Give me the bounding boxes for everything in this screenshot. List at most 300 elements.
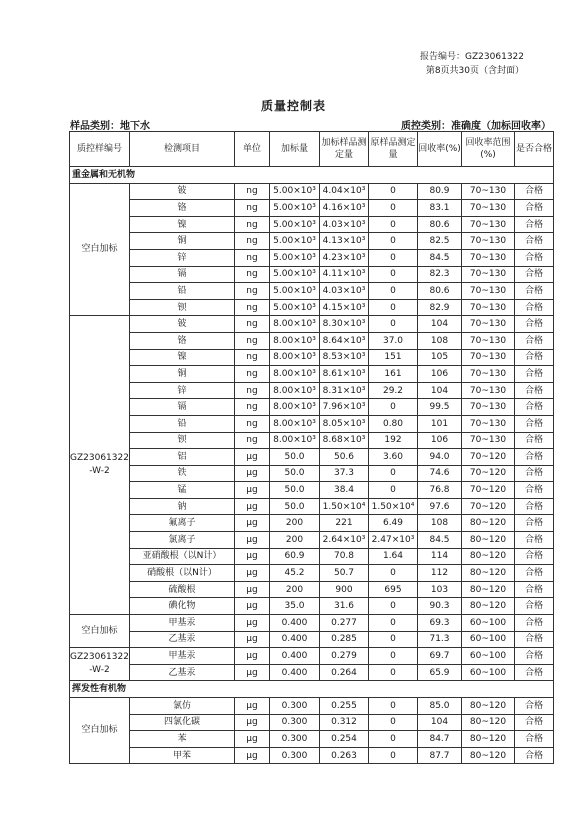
table-cell: 5.00×10³	[270, 249, 320, 266]
table-cell: 5.00×10³	[270, 183, 320, 200]
table-cell: 80.9	[418, 183, 462, 200]
qc-sample-id: GZ23061322 -W-2	[70, 648, 130, 681]
section-title: 挥发性有机物	[70, 681, 554, 698]
table-cell: 8.30×10³	[320, 316, 369, 333]
table-cell: 4.03×10³	[320, 216, 369, 233]
table-cell: 70~120	[462, 482, 515, 499]
table-cell: 70~130	[462, 283, 515, 300]
table-cell: 合格	[515, 581, 554, 598]
table-cell: μg	[235, 498, 270, 515]
table-cell: 80~120	[462, 515, 515, 532]
table-cell: ng	[235, 216, 270, 233]
table-cell: μg	[235, 714, 270, 731]
table-cell: 80~120	[462, 698, 515, 715]
table-cell: 4.03×10³	[320, 283, 369, 300]
table-cell: 0.300	[270, 698, 320, 715]
table-cell: 0.400	[270, 664, 320, 681]
table-cell: 合格	[515, 316, 554, 333]
table-cell: 8.61×10³	[320, 366, 369, 383]
table-cell: 80.6	[418, 283, 462, 300]
table-cell: 铝	[130, 449, 235, 466]
table-cell: 甲苯	[130, 747, 235, 764]
table-cell: 氟离子	[130, 515, 235, 532]
table-cell: 铅	[130, 415, 235, 432]
column-header: 是否合格	[515, 132, 554, 167]
table-cell: 0	[369, 664, 418, 681]
table-row	[70, 631, 554, 648]
table-cell: 60~100	[462, 664, 515, 681]
table-row	[70, 565, 554, 582]
table-cell: ng	[235, 382, 270, 399]
table-cell: 镍	[130, 349, 235, 366]
table-cell: 87.7	[418, 747, 462, 764]
table-cell: 8.00×10³	[270, 399, 320, 416]
table-cell: 84.5	[418, 532, 462, 549]
table-cell: 铬	[130, 200, 235, 217]
table-cell: 硫酸根	[130, 581, 235, 598]
table-cell: 合格	[515, 565, 554, 582]
table-cell: 4.16×10³	[320, 200, 369, 217]
table-cell: 70~130	[462, 415, 515, 432]
table-cell: 60.9	[270, 548, 320, 565]
table-cell: 900	[320, 581, 369, 598]
table-cell: 乙基汞	[130, 664, 235, 681]
table-cell: 镉	[130, 399, 235, 416]
column-header: 质控样编号	[70, 132, 130, 167]
table-cell: 1.64	[369, 548, 418, 565]
table-cell: 四氯化碳	[130, 714, 235, 731]
column-header: 单位	[235, 132, 270, 167]
table-cell: 70~130	[462, 299, 515, 316]
table-row	[70, 332, 554, 349]
table-cell: 80~120	[462, 548, 515, 565]
table-cell: 94.0	[418, 449, 462, 466]
table-cell: 0	[369, 283, 418, 300]
table-cell: 69.3	[418, 615, 462, 632]
table-cell: 1.50×10⁴	[320, 498, 369, 515]
table-cell: 合格	[515, 498, 554, 515]
table-cell: 合格	[515, 266, 554, 283]
table-cell: 84.5	[418, 249, 462, 266]
page-title: 质量控制表	[260, 99, 326, 113]
table-cell: ng	[235, 183, 270, 200]
table-cell: 50.0	[270, 482, 320, 499]
table-row	[70, 200, 554, 217]
table-cell: 0	[369, 249, 418, 266]
table-cell: 70~130	[462, 316, 515, 333]
table-cell: 151	[369, 349, 418, 366]
table-cell: 0	[369, 565, 418, 582]
table-cell: 4.04×10³	[320, 183, 369, 200]
table-cell: 4.15×10³	[320, 299, 369, 316]
section-header-row	[70, 167, 554, 184]
table-cell: 99.5	[418, 399, 462, 416]
table-cell: 合格	[515, 598, 554, 615]
table-cell: 80~120	[462, 714, 515, 731]
table-cell: 106	[418, 366, 462, 383]
table-cell: 5.00×10³	[270, 233, 320, 250]
table-row	[70, 449, 554, 466]
table-cell: 碘化物	[130, 598, 235, 615]
table-cell: 90.3	[418, 598, 462, 615]
table-cell: μg	[235, 532, 270, 549]
table-cell: 3.60	[369, 449, 418, 466]
table-cell: 8.00×10³	[270, 332, 320, 349]
table-cell: μg	[235, 664, 270, 681]
table-cell: 105	[418, 349, 462, 366]
table-cell: 0	[369, 698, 418, 715]
table-cell: 74.6	[418, 465, 462, 482]
table-cell: 5.00×10³	[270, 283, 320, 300]
table-cell: 镍	[130, 216, 235, 233]
table-row	[70, 714, 554, 731]
table-cell: 0	[369, 631, 418, 648]
page-info: 第8页共30页（含封面）	[425, 66, 524, 76]
table-cell: 0	[369, 714, 418, 731]
table-cell: 合格	[515, 465, 554, 482]
table-cell: 38.4	[320, 482, 369, 499]
table-cell: 161	[369, 366, 418, 383]
table-cell: 37.0	[369, 332, 418, 349]
table-cell: 104	[418, 316, 462, 333]
table-cell: 0	[369, 482, 418, 499]
table-row	[70, 747, 554, 764]
table-cell: 70~130	[462, 266, 515, 283]
table-cell: 6.49	[369, 515, 418, 532]
table-cell: 1.50×10⁴	[369, 498, 418, 515]
table-cell: 0.300	[270, 731, 320, 748]
table-cell: 200	[270, 581, 320, 598]
table-cell: 0	[369, 747, 418, 764]
table-cell: 铍	[130, 183, 235, 200]
table-cell: 镉	[130, 266, 235, 283]
table-cell: 108	[418, 332, 462, 349]
table-cell: 8.64×10³	[320, 332, 369, 349]
table-cell: 合格	[515, 299, 554, 316]
table-cell: 29.2	[369, 382, 418, 399]
sample-type-label: 样品类别：地下水	[70, 121, 150, 132]
table-cell: μg	[235, 631, 270, 648]
table-cell: μg	[235, 581, 270, 598]
table-cell: 80~120	[462, 581, 515, 598]
table-cell: 0.80	[369, 415, 418, 432]
table-cell: 0.255	[320, 698, 369, 715]
table-cell: 氯离子	[130, 532, 235, 549]
table-cell: 合格	[515, 747, 554, 764]
table-cell: 8.68×10³	[320, 432, 369, 449]
table-cell: ng	[235, 283, 270, 300]
table-cell: 合格	[515, 515, 554, 532]
table-cell: ng	[235, 432, 270, 449]
table-cell: 合格	[515, 366, 554, 383]
table-cell: 合格	[515, 349, 554, 366]
table-cell: 70~130	[462, 216, 515, 233]
table-row	[70, 399, 554, 416]
table-cell: 0.279	[320, 648, 369, 665]
table-cell: μg	[235, 565, 270, 582]
table-cell: 69.7	[418, 648, 462, 665]
column-header: 回收率(%)	[418, 132, 462, 167]
table-header-row	[70, 132, 554, 167]
table-cell: 0	[369, 731, 418, 748]
table-cell: 50.0	[270, 498, 320, 515]
table-row	[70, 349, 554, 366]
column-header: 加标样品测定量	[320, 132, 369, 167]
table-cell: 0.300	[270, 714, 320, 731]
table-cell: 0.285	[320, 631, 369, 648]
table-row	[70, 366, 554, 383]
table-cell: 85.0	[418, 698, 462, 715]
table-cell: μg	[235, 598, 270, 615]
table-cell: 0	[369, 648, 418, 665]
table-cell: 合格	[515, 332, 554, 349]
table-cell: 97.6	[418, 498, 462, 515]
table-cell: 合格	[515, 615, 554, 632]
table-cell: 76.8	[418, 482, 462, 499]
table-cell: 70~130	[462, 332, 515, 349]
table-cell: 合格	[515, 664, 554, 681]
table-cell: μg	[235, 465, 270, 482]
table-cell: 0	[369, 399, 418, 416]
table-cell: μg	[235, 747, 270, 764]
table-cell: 50.7	[320, 565, 369, 582]
table-cell: 合格	[515, 631, 554, 648]
table-cell: 0	[369, 233, 418, 250]
table-cell: μg	[235, 615, 270, 632]
table-cell: 8.53×10³	[320, 349, 369, 366]
table-cell: ng	[235, 349, 270, 366]
table-cell: 0.400	[270, 615, 320, 632]
qc-sample-id: 空白加标	[70, 698, 130, 764]
table-cell: 合格	[515, 548, 554, 565]
table-cell: 2.64×10³	[320, 532, 369, 549]
table-cell: 合格	[515, 233, 554, 250]
table-row	[70, 415, 554, 432]
table-cell: ng	[235, 366, 270, 383]
table-cell: 甲基汞	[130, 648, 235, 665]
table-cell: 8.00×10³	[270, 366, 320, 383]
table-body	[70, 167, 554, 764]
table-cell: 7.96×10³	[320, 399, 369, 416]
table-cell: 0	[369, 183, 418, 200]
table-cell: 锌	[130, 249, 235, 266]
table-row	[70, 266, 554, 283]
table-cell: 80~120	[462, 747, 515, 764]
column-header: 检测项目	[130, 132, 235, 167]
table-cell: 硝酸根（以N计）	[130, 565, 235, 582]
table-cell: 合格	[515, 183, 554, 200]
table-cell: 70~130	[462, 432, 515, 449]
table-cell: 合格	[515, 216, 554, 233]
table-cell: ng	[235, 200, 270, 217]
table-cell: 0.254	[320, 731, 369, 748]
table-cell: ng	[235, 332, 270, 349]
table-cell: ng	[235, 399, 270, 416]
table-cell: μg	[235, 731, 270, 748]
table-cell: 80~120	[462, 598, 515, 615]
table-row	[70, 465, 554, 482]
table-cell: 合格	[515, 532, 554, 549]
table-cell: 8.00×10³	[270, 382, 320, 399]
table-cell: 37.3	[320, 465, 369, 482]
table-row	[70, 183, 554, 200]
table-cell: 80.6	[418, 216, 462, 233]
table-cell: 221	[320, 515, 369, 532]
table-cell: 0.312	[320, 714, 369, 731]
table-cell: 108	[418, 515, 462, 532]
table-cell: 70~130	[462, 399, 515, 416]
table-cell: 钡	[130, 432, 235, 449]
report-number: 报告编号：GZ23061322	[420, 52, 524, 62]
qc-type-label: 质控类别：准确度（加标回收率）	[401, 121, 551, 132]
table-row	[70, 233, 554, 250]
table-cell: 60~100	[462, 631, 515, 648]
table-cell: μg	[235, 698, 270, 715]
table-row	[70, 615, 554, 632]
table-cell: 铜	[130, 233, 235, 250]
table-cell: 65.9	[418, 664, 462, 681]
table-cell: 80~120	[462, 532, 515, 549]
table-cell: ng	[235, 249, 270, 266]
table-cell: 83.1	[418, 200, 462, 217]
table-cell: 0.300	[270, 747, 320, 764]
table-cell: ng	[235, 316, 270, 333]
table-cell: 50.0	[270, 449, 320, 466]
table-cell: μg	[235, 482, 270, 499]
table-cell: 合格	[515, 714, 554, 731]
table-cell: 60~100	[462, 648, 515, 665]
table-cell: 112	[418, 565, 462, 582]
table-cell: 合格	[515, 731, 554, 748]
qc-sample-id: 空白加标	[70, 615, 130, 648]
table-cell: 192	[369, 432, 418, 449]
table-row	[70, 598, 554, 615]
table-row	[70, 648, 554, 665]
table-cell: 2.47×10³	[369, 532, 418, 549]
table-cell: 合格	[515, 382, 554, 399]
table-cell: 82.5	[418, 233, 462, 250]
table-row	[70, 216, 554, 233]
table-cell: 钡	[130, 299, 235, 316]
table-cell: 70~130	[462, 382, 515, 399]
table-cell: ng	[235, 415, 270, 432]
table-cell: μg	[235, 648, 270, 665]
table-cell: 0	[369, 266, 418, 283]
table-cell: 106	[418, 432, 462, 449]
table-cell: 0	[369, 465, 418, 482]
table-cell: 70.8	[320, 548, 369, 565]
table-row	[70, 664, 554, 681]
table-row	[70, 731, 554, 748]
table-cell: ng	[235, 266, 270, 283]
table-cell: 8.05×10³	[320, 415, 369, 432]
table-cell: 70~130	[462, 200, 515, 217]
table-cell: 695	[369, 581, 418, 598]
quality-control-table	[69, 131, 554, 764]
table-cell: 0	[369, 299, 418, 316]
table-cell: 锰	[130, 482, 235, 499]
table-cell: 4.13×10³	[320, 233, 369, 250]
table-cell: 0.264	[320, 664, 369, 681]
table-cell: 84.7	[418, 731, 462, 748]
table-row	[70, 432, 554, 449]
table-cell: 80~120	[462, 565, 515, 582]
table-cell: 0	[369, 598, 418, 615]
table-cell: 50.6	[320, 449, 369, 466]
table-cell: μg	[235, 515, 270, 532]
table-cell: 45.2	[270, 565, 320, 582]
table-cell: 101	[418, 415, 462, 432]
table-cell: 合格	[515, 415, 554, 432]
table-cell: 甲基汞	[130, 615, 235, 632]
table-cell: 铅	[130, 283, 235, 300]
section-title: 重金属和无机物	[70, 167, 554, 184]
table-cell: 合格	[515, 200, 554, 217]
column-header: 加标量	[270, 132, 320, 167]
table-cell: 8.31×10³	[320, 382, 369, 399]
table-cell: 31.6	[320, 598, 369, 615]
table-cell: 合格	[515, 648, 554, 665]
table-cell: ng	[235, 233, 270, 250]
table-cell: 铍	[130, 316, 235, 333]
table-row	[70, 532, 554, 549]
table-row	[70, 249, 554, 266]
table-row	[70, 299, 554, 316]
table-cell: 82.9	[418, 299, 462, 316]
table-cell: 5.00×10³	[270, 299, 320, 316]
table-cell: 70~130	[462, 233, 515, 250]
table-cell: 200	[270, 532, 320, 549]
table-cell: 114	[418, 548, 462, 565]
table-row	[70, 548, 554, 565]
table-cell: 103	[418, 581, 462, 598]
table-cell: 0.277	[320, 615, 369, 632]
table-cell: 50.0	[270, 465, 320, 482]
table-cell: 0	[369, 316, 418, 333]
qc-sample-id: GZ23061322 -W-2	[70, 316, 130, 615]
table-cell: 5.00×10³	[270, 200, 320, 217]
table-cell: 71.3	[418, 631, 462, 648]
table-cell: 合格	[515, 449, 554, 466]
table-cell: 60~100	[462, 615, 515, 632]
table-cell: 0	[369, 200, 418, 217]
table-cell: 200	[270, 515, 320, 532]
table-cell: 铬	[130, 332, 235, 349]
qc-sample-id: 空白加标	[70, 183, 130, 316]
table-cell: 70~130	[462, 249, 515, 266]
table-row	[70, 515, 554, 532]
table-cell: 0	[369, 615, 418, 632]
table-cell: μg	[235, 449, 270, 466]
table-cell: ng	[235, 299, 270, 316]
table-row	[70, 382, 554, 399]
table-cell: 铁	[130, 465, 235, 482]
table-cell: 70~130	[462, 183, 515, 200]
table-cell: 锌	[130, 382, 235, 399]
table-cell: 70~120	[462, 498, 515, 515]
table-cell: 合格	[515, 283, 554, 300]
table-cell: 4.11×10³	[320, 266, 369, 283]
table-row	[70, 316, 554, 333]
table-cell: 合格	[515, 482, 554, 499]
table-cell: 5.00×10³	[270, 266, 320, 283]
table-cell: 5.00×10³	[270, 216, 320, 233]
table-cell: 铜	[130, 366, 235, 383]
table-cell: 氯仿	[130, 698, 235, 715]
table-cell: 82.3	[418, 266, 462, 283]
table-row	[70, 581, 554, 598]
table-cell: 4.23×10³	[320, 249, 369, 266]
